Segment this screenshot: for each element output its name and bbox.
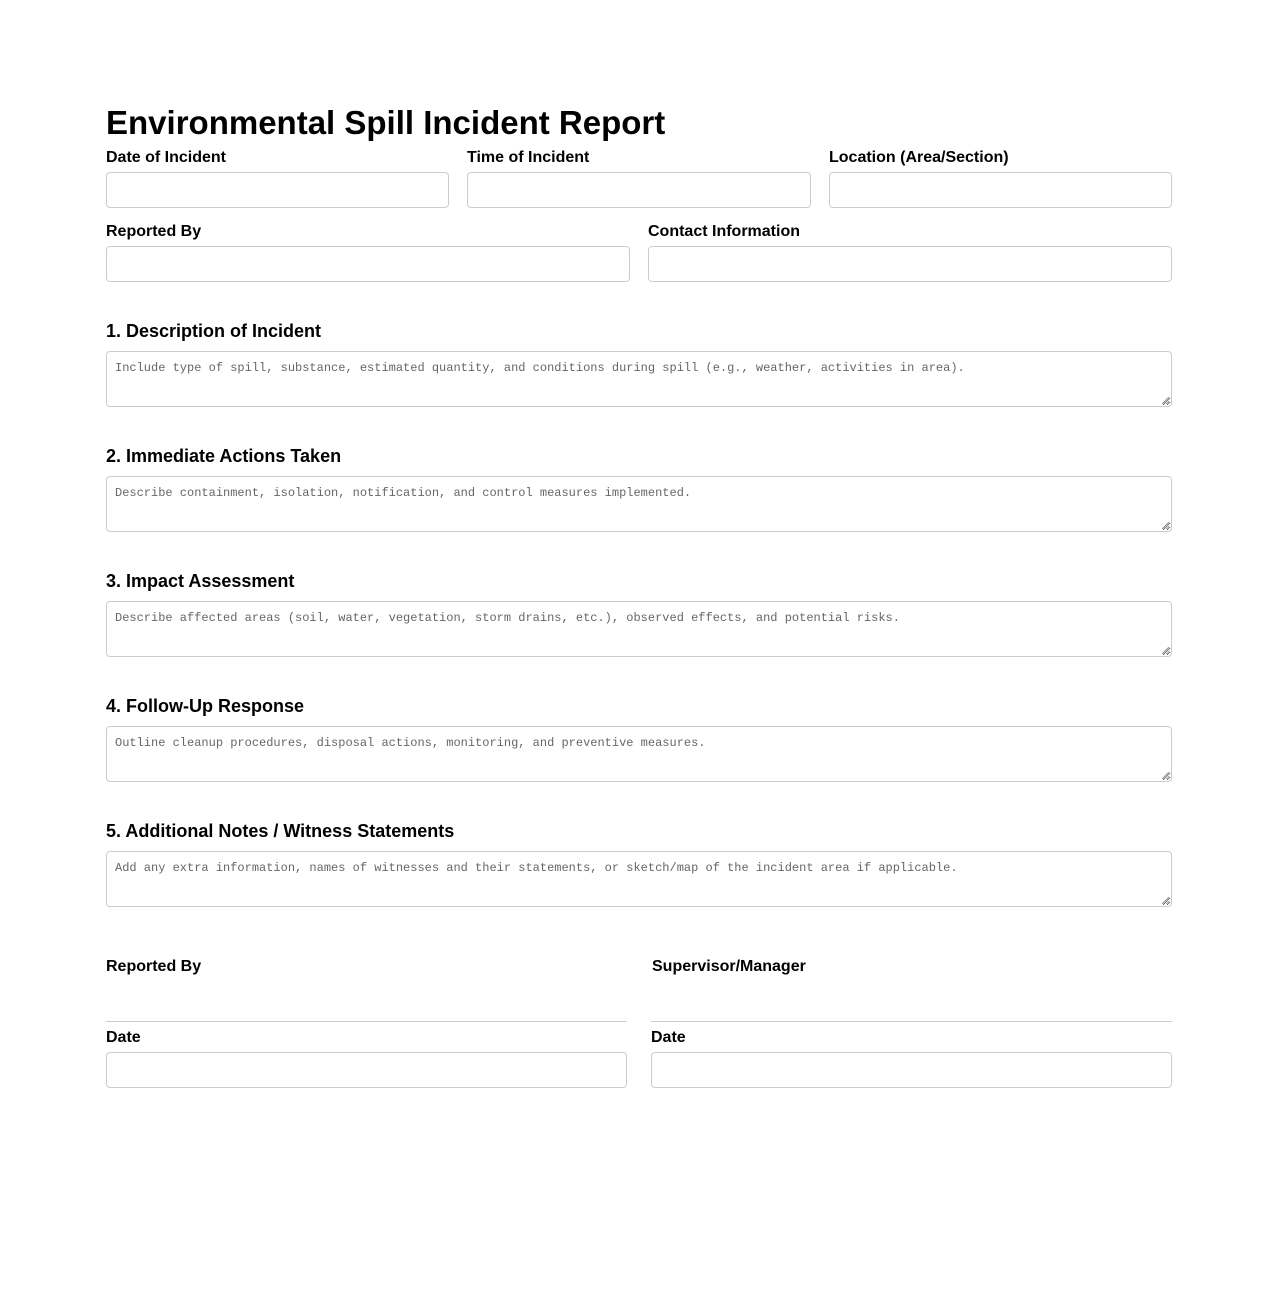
resize-handle-icon[interactable] bbox=[1162, 897, 1169, 904]
signature-supervisor-label: Supervisor/Manager bbox=[652, 958, 806, 975]
page-title: Environmental Spill Incident Report bbox=[106, 104, 666, 141]
supervisor-date-input[interactable] bbox=[651, 1052, 1172, 1088]
date-of-incident-input[interactable] bbox=[106, 172, 449, 208]
section-heading-impact-assessment: 3. Impact Assessment bbox=[106, 571, 295, 591]
placeholder: Describe containment, isolation, notification, and control measures implemented. bbox=[115, 486, 692, 500]
time-of-incident-input[interactable] bbox=[467, 172, 811, 208]
contact-information-input[interactable] bbox=[648, 246, 1172, 282]
resize-handle-icon[interactable] bbox=[1162, 397, 1169, 404]
signature-line-reported-by bbox=[106, 1021, 627, 1022]
time-of-incident-label: Time of Incident bbox=[467, 149, 590, 166]
resize-handle-icon[interactable] bbox=[1162, 647, 1169, 654]
placeholder: Include type of spill, substance, estimated quantity, and conditions during spill (e.g., weather, activities in area). bbox=[115, 361, 965, 375]
follow-up-textarea[interactable] bbox=[106, 726, 1172, 782]
reported-by-label: Reported By bbox=[106, 223, 202, 240]
placeholder: Outline cleanup procedures, disposal actions, monitoring, and preventive measures. bbox=[115, 736, 706, 750]
signature-reported-by-label: Reported By bbox=[106, 958, 202, 975]
section-heading-additional-notes: 5. Additional Notes / Witness Statements bbox=[106, 821, 455, 841]
section-heading-immediate-actions: 2. Immediate Actions Taken bbox=[106, 446, 342, 466]
signature-date-label-left: Date bbox=[106, 1029, 141, 1046]
date-of-incident-label: Date of Incident bbox=[106, 149, 227, 166]
resize-handle-icon[interactable] bbox=[1162, 772, 1169, 779]
placeholder: Describe affected areas (soil, water, vegetation, storm drains, etc.), observed effects, and potential risks. bbox=[115, 611, 900, 625]
impact-assessment-textarea[interactable] bbox=[106, 601, 1172, 657]
resize-handle-icon[interactable] bbox=[1162, 522, 1169, 529]
additional-notes-textarea[interactable] bbox=[106, 851, 1172, 907]
section-heading-follow-up: 4. Follow-Up Response bbox=[106, 696, 305, 716]
contact-information-label: Contact Information bbox=[648, 223, 800, 240]
location-input[interactable] bbox=[829, 172, 1172, 208]
placeholder: Add any extra information, names of witnesses and their statements, or sketch/map of the incident area if applicable. bbox=[115, 861, 958, 875]
description-textarea[interactable] bbox=[106, 351, 1172, 407]
section-heading-description: 1. Description of Incident bbox=[106, 321, 322, 341]
reported-by-date-input[interactable] bbox=[106, 1052, 627, 1088]
location-label: Location (Area/Section) bbox=[829, 149, 1009, 166]
reported-by-input[interactable] bbox=[106, 246, 630, 282]
immediate-actions-textarea[interactable] bbox=[106, 476, 1172, 532]
signature-date-label-right: Date bbox=[651, 1029, 686, 1046]
signature-line-supervisor bbox=[651, 1021, 1172, 1022]
